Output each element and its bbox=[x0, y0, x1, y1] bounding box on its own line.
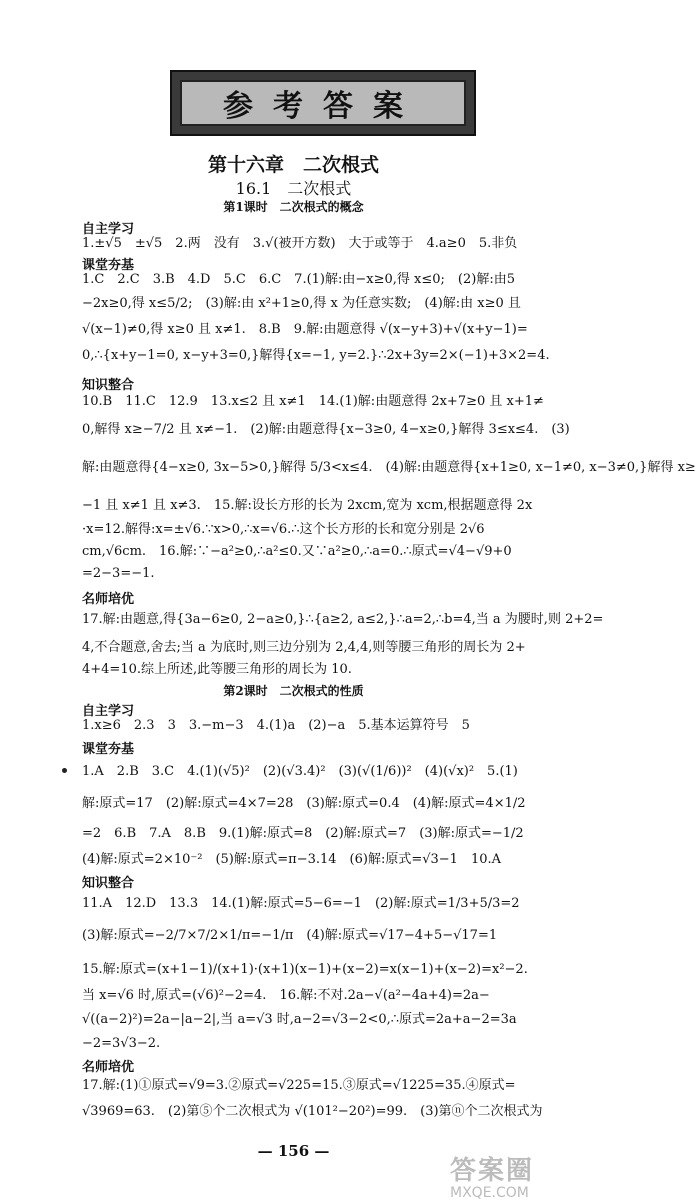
answer-line: cm,√6cm. 16.解:∵−a²≥0,∴a²≤0.又∵a²≥0,∴a=0.∴原式=√4−√9+0 bbox=[82, 544, 512, 559]
answer-line: 0,∴{x+y−1=0, x−y+3=0,}解得{x=−1, y=2.}∴2x+3y=2×(−1)+3×2=4. bbox=[82, 348, 550, 363]
watermark-text: MXQE.COM bbox=[450, 1185, 529, 1201]
section-heading: 名师培优 bbox=[82, 592, 135, 607]
section-heading: 自主学习 bbox=[82, 222, 135, 237]
answer-line: −2x≥0,得 x≤5/2; (3)解:由 x²+1≥0,得 x 为任意实数; (4)解:由 x≥0 且 bbox=[82, 296, 521, 311]
answer-line: 17.解:(1)①原式=√9=3.②原式=√225=15.③原式=√1225=35.④原式= bbox=[82, 1078, 516, 1093]
answer-line: −2=3√3−2. bbox=[82, 1036, 161, 1051]
section-title: 16.1 二次根式 bbox=[235, 179, 352, 198]
answer-line: 解:由题意得{4−x≥0, 3x−5>0,}解得 5/3<x≤4. (4)解:由题意得{x+1≥0, x−1≠0, x−3≠0,}解得 x≥ bbox=[82, 460, 696, 475]
watermark-logo: 答案圈 bbox=[450, 1156, 535, 1186]
answer-line: 4,不合题意,舍去;当 a 为底时,则三边分别为 2,4,4,则等腰三角形的周长为 2+ bbox=[82, 640, 526, 655]
answer-line: 1.C 2.C 3.B 4.D 5.C 6.C 7.(1)解:由−x≥0,得 x≤0; (2)解:由5 bbox=[82, 272, 515, 287]
answer-line: 11.A 12.D 13.3 14.(1)解:原式=5−6=−1 (2)解:原式=1/3+5/3=2 bbox=[82, 896, 520, 911]
lesson-title: 第2课时 二次根式的性质 bbox=[223, 684, 364, 698]
answer-line: √((a−2)²)=2a−|a−2|,当 a=√3 时,a−2=√3−2<0,∴原式=2a+a−2=3a bbox=[82, 1012, 517, 1027]
answer-line: √(x−1)≠0,得 x≥0 且 x≠1. 8.B 9.解:由题意得 √(x−y+3)+√(x+y−1)= bbox=[82, 322, 528, 337]
answer-line: 1.±√5 ±√5 2.两 没有 3.√(被开方数) 大于或等于 4.a≥0 5.非负 bbox=[82, 236, 518, 251]
page-number: — 156 — bbox=[257, 1142, 330, 1160]
section-heading: 知识整合 bbox=[82, 876, 135, 891]
chapter-title: 第十六章 二次根式 bbox=[207, 154, 379, 176]
watermark bbox=[450, 1150, 580, 1201]
answer-line: 1.x≥6 2.3 3 3.−m−3 4.(1)a (2)−a 5.基本运算符号 5 bbox=[82, 718, 470, 733]
section-heading: 课堂夯基 bbox=[82, 258, 135, 273]
section-heading: 自主学习 bbox=[82, 704, 135, 719]
lesson-title: 第1课时 二次根式的概念 bbox=[223, 200, 364, 214]
answer-line: 15.解:原式=(x+1−1)/(x+1)·(x+1)(x−1)+(x−2)=x(x−1)+(x−2)=x²−2. bbox=[82, 962, 528, 977]
answer-line: 0,解得 x≥−7/2 且 x≠−1. (2)解:由题意得{x−3≥0, 4−x≥0,}解得 3≤x≤4. (3) bbox=[82, 422, 570, 437]
answer-line: 10.B 11.C 12.9 13.x≤2 且 x≠1 14.(1)解:由题意得 2x+7≥0 且 x+1≠ bbox=[82, 394, 544, 409]
ink-dot bbox=[62, 768, 67, 773]
banner-title: 参考答案 bbox=[180, 80, 466, 126]
answer-line: =2−3=−1. bbox=[82, 566, 155, 581]
section-heading: 知识整合 bbox=[82, 378, 135, 393]
answer-line: (3)解:原式=−2/7×7/2×1/π=−1/π (4)解:原式=√17−4+5−√17=1 bbox=[82, 928, 498, 943]
answer-line: 1.A 2.B 3.C 4.(1)(√5)² (2)(√3.4)² (3)(√(1/6))² (4)(√x)² 5.(1) bbox=[82, 764, 518, 779]
section-heading: 名师培优 bbox=[82, 1060, 135, 1075]
answer-line: ·x=12.解得:x=±√6.∵x>0,∴x=√6.∴这个长方形的长和宽分别是 2√6 bbox=[82, 522, 485, 537]
answer-line: (4)解:原式=2×10⁻² (5)解:原式=π−3.14 (6)解:原式=√3−1 10.A bbox=[82, 852, 502, 867]
answer-line: 4+4=10.综上所述,此等腰三角形的周长为 10. bbox=[82, 662, 352, 677]
answer-line: √3969=63. (2)第⑤个二次根式为 √(101²−20²)=99. (3)第ⓝ个二次根式为 bbox=[82, 1104, 543, 1119]
answer-line: 当 x=√6 时,原式=(√6)²−2=4. 16.解:不对.2a−√(a²−4a+4)=2a− bbox=[82, 988, 490, 1003]
answer-line: =2 6.B 7.A 8.B 9.(1)解:原式=8 (2)解:原式=7 (3)解:原式=−1/2 bbox=[82, 826, 524, 841]
answer-banner bbox=[170, 70, 476, 136]
answer-line: 解:原式=17 (2)解:原式=4×7=28 (3)解:原式=0.4 (4)解:原式=4×1/2 bbox=[82, 796, 526, 811]
answer-line: 17.解:由题意,得{3a−6≥0, 2−a≥0,}∴{a≥2, a≤2,}∴a=2,∴b=4,当 a 为腰时,则 2+2= bbox=[82, 612, 604, 627]
section-heading: 课堂夯基 bbox=[82, 742, 135, 757]
answer-line: −1 且 x≠1 且 x≠3. 15.解:设长方形的长为 2xcm,宽为 xcm,根据题意得 2x bbox=[82, 498, 533, 513]
